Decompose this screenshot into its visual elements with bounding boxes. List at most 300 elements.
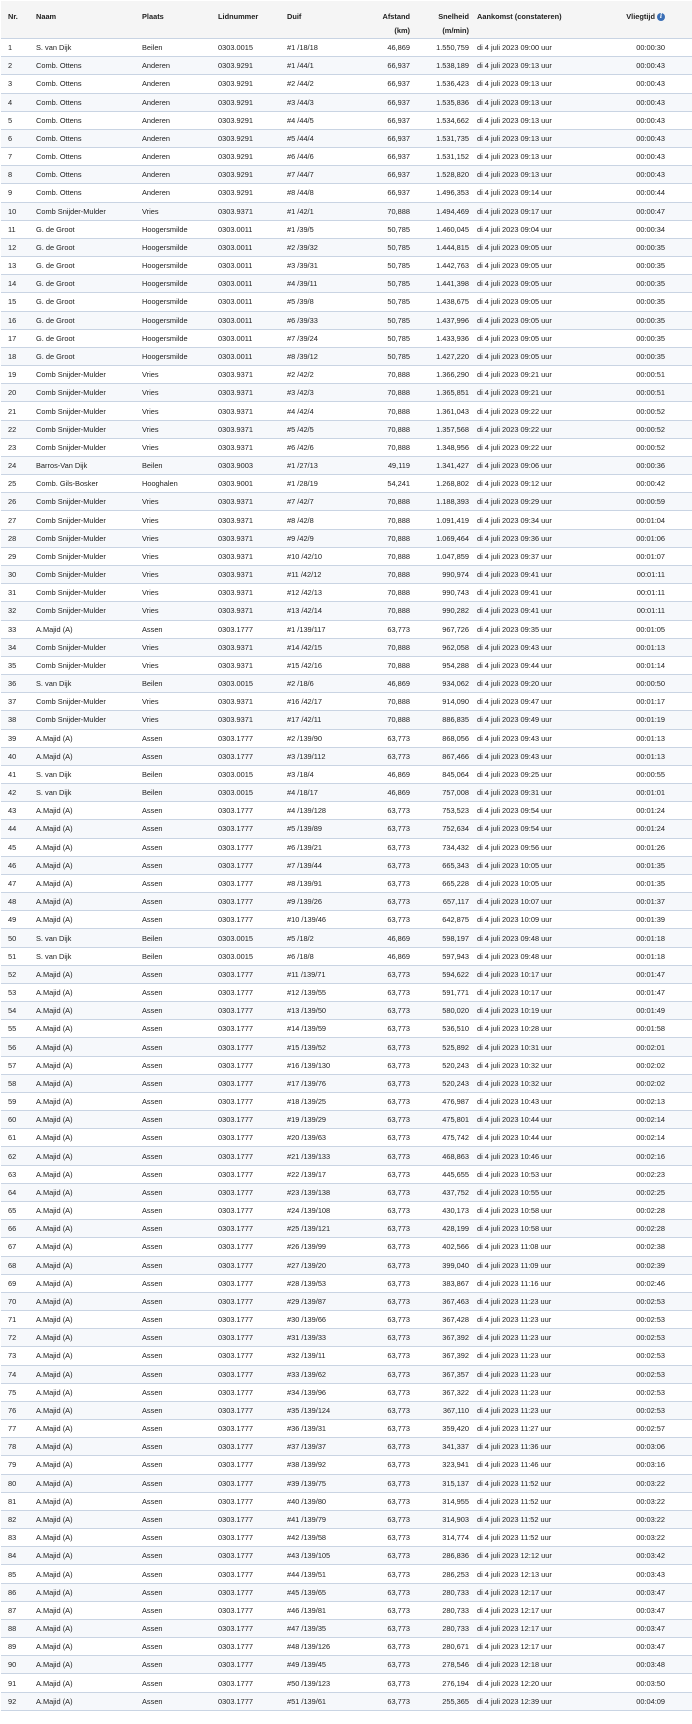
cell-aankomst: di 4 juli 2023 10:53 uur xyxy=(471,1165,611,1183)
table-row[interactable] xyxy=(1,1619,692,1637)
cell-nr: 85 xyxy=(1,1565,34,1583)
cell-afstand: 70,888 xyxy=(356,420,412,438)
table-row[interactable] xyxy=(1,1601,692,1619)
table-row[interactable] xyxy=(1,602,692,620)
cell-nr: 12 xyxy=(1,238,34,256)
table-row[interactable] xyxy=(1,39,692,57)
cell-naam: Comb Snijder-Mulder xyxy=(34,529,140,547)
cell-duif: #1 /39/5 xyxy=(285,220,356,238)
table-row[interactable] xyxy=(1,1420,692,1438)
cell-duif: #35 /139/124 xyxy=(285,1401,356,1419)
cell-nr: 49 xyxy=(1,911,34,929)
cell-nr: 69 xyxy=(1,1274,34,1292)
table-row[interactable] xyxy=(1,747,692,765)
cell-nr: 45 xyxy=(1,838,34,856)
table-row[interactable] xyxy=(1,1656,692,1674)
table-row[interactable] xyxy=(1,1347,692,1365)
cell-nr: 33 xyxy=(1,620,34,638)
cell-nr: 77 xyxy=(1,1420,34,1438)
cell-duif: #30 /139/66 xyxy=(285,1311,356,1329)
table-row[interactable] xyxy=(1,911,692,929)
cell-duif: #2 /18/6 xyxy=(285,675,356,693)
cell-afstand: 63,773 xyxy=(356,1202,412,1220)
cell-naam: A.Majid (A) xyxy=(34,1420,140,1438)
col-header-lidnummer[interactable]: Lidnummer xyxy=(216,1,285,39)
cell-snelheid: 520,243 xyxy=(412,1074,471,1092)
table-row[interactable] xyxy=(1,184,692,202)
table-row[interactable] xyxy=(1,893,692,911)
cell-aankomst: di 4 juli 2023 09:05 uur xyxy=(471,238,611,256)
cell-lidnummer: 0303.9371 xyxy=(216,584,285,602)
cell-lidnummer: 0303.9291 xyxy=(216,166,285,184)
table-row[interactable] xyxy=(1,565,692,583)
col-header-afstand[interactable] xyxy=(356,1,412,39)
cell-duif: #18 /139/25 xyxy=(285,1092,356,1110)
table-row[interactable] xyxy=(1,1220,692,1238)
cell-naam: Comb. Ottens xyxy=(34,166,140,184)
cell-vliegtijd: 00:01:58 xyxy=(611,1020,692,1038)
table-row[interactable] xyxy=(1,1056,692,1074)
table-row[interactable] xyxy=(1,257,692,275)
cell-aankomst: di 4 juli 2023 09:12 uur xyxy=(471,475,611,493)
table-row[interactable] xyxy=(1,1183,692,1201)
table-row[interactable] xyxy=(1,1565,692,1583)
cell-snelheid: 1.437,996 xyxy=(412,311,471,329)
table-row[interactable] xyxy=(1,1038,692,1056)
table-row[interactable] xyxy=(1,148,692,166)
cell-plaats: Hoogersmilde xyxy=(140,329,216,347)
cell-naam: A.Majid (A) xyxy=(34,1092,140,1110)
col-header-vliegtijd[interactable] xyxy=(611,1,692,39)
cell-naam: A.Majid (A) xyxy=(34,1583,140,1601)
table-row[interactable] xyxy=(1,1329,692,1347)
table-row[interactable] xyxy=(1,638,692,656)
cell-afstand: 63,773 xyxy=(356,1420,412,1438)
table-row[interactable] xyxy=(1,1692,692,1710)
cell-afstand: 63,773 xyxy=(356,893,412,911)
cell-lidnummer: 0303.9371 xyxy=(216,511,285,529)
cell-vliegtijd: 00:00:55 xyxy=(611,765,692,783)
cell-vliegtijd: 00:00:43 xyxy=(611,57,692,75)
cell-naam: A.Majid (A) xyxy=(34,1020,140,1038)
table-row[interactable] xyxy=(1,1365,692,1383)
table-row[interactable] xyxy=(1,947,692,965)
cell-afstand: 63,773 xyxy=(356,1401,412,1419)
cell-afstand: 46,869 xyxy=(356,929,412,947)
table-row[interactable] xyxy=(1,511,692,529)
cell-duif: #14 /139/59 xyxy=(285,1020,356,1038)
cell-aankomst: di 4 juli 2023 09:13 uur xyxy=(471,148,611,166)
cell-plaats: Assen xyxy=(140,1474,216,1492)
table-row[interactable] xyxy=(1,1638,692,1656)
table-row[interactable] xyxy=(1,1474,692,1492)
col-header-nr[interactable]: Nr. xyxy=(1,1,34,39)
cell-lidnummer: 0303.9371 xyxy=(216,384,285,402)
cell-naam: A.Majid (A) xyxy=(34,1238,140,1256)
cell-lidnummer: 0303.1777 xyxy=(216,1638,285,1656)
table-row[interactable] xyxy=(1,57,692,75)
table-row[interactable] xyxy=(1,529,692,547)
cell-plaats: Vries xyxy=(140,638,216,656)
col-header-aankomst[interactable]: Aankomst (constateren) xyxy=(471,1,611,39)
cell-afstand: 63,773 xyxy=(356,1692,412,1710)
cell-naam: A.Majid (A) xyxy=(34,1474,140,1492)
table-row[interactable] xyxy=(1,584,692,602)
cell-aankomst: di 4 juli 2023 11:23 uur xyxy=(471,1329,611,1347)
cell-nr: 2 xyxy=(1,57,34,75)
cell-lidnummer: 0303.9371 xyxy=(216,565,285,583)
cell-naam: S. van Dijk xyxy=(34,39,140,57)
cell-nr: 56 xyxy=(1,1038,34,1056)
cell-nr: 52 xyxy=(1,965,34,983)
cell-duif: #22 /139/17 xyxy=(285,1165,356,1183)
table-row[interactable] xyxy=(1,75,692,93)
cell-duif: #2 /39/32 xyxy=(285,238,356,256)
table-row[interactable] xyxy=(1,1492,692,1510)
cell-aankomst: di 4 juli 2023 09:34 uur xyxy=(471,511,611,529)
cell-naam: A.Majid (A) xyxy=(34,1438,140,1456)
cell-afstand: 63,773 xyxy=(356,729,412,747)
cell-snelheid: 367,110 xyxy=(412,1401,471,1419)
col-header-duif[interactable]: Duif xyxy=(285,1,356,39)
table-row[interactable] xyxy=(1,1111,692,1129)
table-row[interactable] xyxy=(1,784,692,802)
table-row[interactable] xyxy=(1,438,692,456)
cell-naam: Comb. Ottens xyxy=(34,148,140,166)
table-row[interactable] xyxy=(1,1674,692,1692)
info-icon[interactable]: i xyxy=(657,13,665,21)
cell-lidnummer: 0303.9371 xyxy=(216,602,285,620)
cell-vliegtijd: 00:02:23 xyxy=(611,1165,692,1183)
table-row[interactable] xyxy=(1,874,692,892)
cell-plaats: Assen xyxy=(140,1401,216,1419)
cell-afstand: 70,888 xyxy=(356,693,412,711)
cell-afstand: 63,773 xyxy=(356,1601,412,1619)
cell-lidnummer: 0303.1777 xyxy=(216,820,285,838)
cell-lidnummer: 0303.1777 xyxy=(216,1456,285,1474)
cell-duif: #5 /44/4 xyxy=(285,129,356,147)
cell-naam: A.Majid (A) xyxy=(34,1547,140,1565)
table-row[interactable] xyxy=(1,275,692,293)
cell-nr: 61 xyxy=(1,1129,34,1147)
cell-snelheid: 868,056 xyxy=(412,729,471,747)
cell-lidnummer: 0303.1777 xyxy=(216,1183,285,1201)
cell-lidnummer: 0303.9371 xyxy=(216,638,285,656)
cell-aankomst: di 4 juli 2023 12:17 uur xyxy=(471,1619,611,1637)
cell-aankomst: di 4 juli 2023 12:17 uur xyxy=(471,1601,611,1619)
cell-naam: A.Majid (A) xyxy=(34,965,140,983)
table-row[interactable] xyxy=(1,1510,692,1528)
cell-vliegtijd: 00:00:44 xyxy=(611,184,692,202)
cell-naam: A.Majid (A) xyxy=(34,856,140,874)
cell-lidnummer: 0303.9371 xyxy=(216,438,285,456)
table-row[interactable] xyxy=(1,129,692,147)
cell-plaats: Assen xyxy=(140,1202,216,1220)
table-row[interactable] xyxy=(1,965,692,983)
cell-nr: 37 xyxy=(1,693,34,711)
cell-aankomst: di 4 juli 2023 09:05 uur xyxy=(471,257,611,275)
cell-vliegtijd: 00:03:43 xyxy=(611,1565,692,1583)
cell-plaats: Assen xyxy=(140,1220,216,1238)
cell-duif: #10 /42/10 xyxy=(285,547,356,565)
cell-nr: 79 xyxy=(1,1456,34,1474)
cell-aankomst: di 4 juli 2023 09:21 uur xyxy=(471,384,611,402)
table-row[interactable] xyxy=(1,711,692,729)
cell-plaats: Assen xyxy=(140,874,216,892)
cell-nr: 36 xyxy=(1,675,34,693)
cell-vliegtijd: 00:00:43 xyxy=(611,148,692,166)
cell-plaats: Assen xyxy=(140,856,216,874)
table-row[interactable] xyxy=(1,1165,692,1183)
cell-duif: #5 /18/2 xyxy=(285,929,356,947)
cell-afstand: 63,773 xyxy=(356,1547,412,1565)
cell-naam: Comb Snijder-Mulder xyxy=(34,493,140,511)
cell-afstand: 63,773 xyxy=(356,838,412,856)
cell-plaats: Vries xyxy=(140,493,216,511)
table-row[interactable] xyxy=(1,347,692,365)
cell-aankomst: di 4 juli 2023 12:20 uur xyxy=(471,1674,611,1692)
table-row[interactable] xyxy=(1,1274,692,1292)
cell-lidnummer: 0303.1777 xyxy=(216,1365,285,1383)
table-row[interactable] xyxy=(1,1129,692,1147)
cell-lidnummer: 0303.1777 xyxy=(216,1220,285,1238)
cell-afstand: 63,773 xyxy=(356,1092,412,1110)
cell-aankomst: di 4 juli 2023 10:31 uur xyxy=(471,1038,611,1056)
cell-aankomst: di 4 juli 2023 11:23 uur xyxy=(471,1401,611,1419)
cell-aankomst: di 4 juli 2023 10:17 uur xyxy=(471,965,611,983)
table-row[interactable] xyxy=(1,1456,692,1474)
table-row[interactable] xyxy=(1,1074,692,1092)
cell-snelheid: 1.536,423 xyxy=(412,75,471,93)
cell-plaats: Assen xyxy=(140,1002,216,1020)
cell-vliegtijd: 00:01:13 xyxy=(611,729,692,747)
cell-duif: #16 /42/17 xyxy=(285,693,356,711)
cell-vliegtijd: 00:03:47 xyxy=(611,1619,692,1637)
cell-afstand: 70,888 xyxy=(356,602,412,620)
table-row[interactable] xyxy=(1,1020,692,1038)
table-row[interactable] xyxy=(1,493,692,511)
cell-snelheid: 280,733 xyxy=(412,1583,471,1601)
table-row[interactable] xyxy=(1,93,692,111)
table-row[interactable] xyxy=(1,1401,692,1419)
table-row[interactable] xyxy=(1,856,692,874)
cell-nr: 8 xyxy=(1,166,34,184)
table-row[interactable] xyxy=(1,547,692,565)
cell-lidnummer: 0303.1777 xyxy=(216,1129,285,1147)
cell-plaats: Hoogersmilde xyxy=(140,257,216,275)
cell-vliegtijd: 00:02:38 xyxy=(611,1238,692,1256)
table-row[interactable] xyxy=(1,475,692,493)
cell-lidnummer: 0303.1777 xyxy=(216,1438,285,1456)
cell-naam: A.Majid (A) xyxy=(34,1529,140,1547)
cell-lidnummer: 0303.9371 xyxy=(216,202,285,220)
col-header-naam[interactable]: Naam xyxy=(34,1,140,39)
cell-snelheid: 598,197 xyxy=(412,929,471,947)
cell-lidnummer: 0303.1777 xyxy=(216,838,285,856)
cell-naam: S. van Dijk xyxy=(34,675,140,693)
cell-nr: 88 xyxy=(1,1619,34,1637)
cell-aankomst: di 4 juli 2023 11:27 uur xyxy=(471,1420,611,1438)
cell-aankomst: di 4 juli 2023 09:21 uur xyxy=(471,366,611,384)
table-row[interactable] xyxy=(1,1238,692,1256)
cell-vliegtijd: 00:02:16 xyxy=(611,1147,692,1165)
table-row[interactable] xyxy=(1,1092,692,1110)
cell-afstand: 63,773 xyxy=(356,1638,412,1656)
cell-naam: G. de Groot xyxy=(34,347,140,365)
cell-vliegtijd: 00:00:36 xyxy=(611,456,692,474)
col-header-plaats[interactable]: Plaats xyxy=(140,1,216,39)
table-row[interactable] xyxy=(1,311,692,329)
cell-vliegtijd: 00:01:19 xyxy=(611,711,692,729)
cell-naam: A.Majid (A) xyxy=(34,1165,140,1183)
cell-plaats: Assen xyxy=(140,620,216,638)
table-row[interactable] xyxy=(1,693,692,711)
cell-nr: 16 xyxy=(1,311,34,329)
cell-snelheid: 1.348,956 xyxy=(412,438,471,456)
table-row[interactable] xyxy=(1,329,692,347)
table-row[interactable] xyxy=(1,220,692,238)
cell-duif: #12 /139/55 xyxy=(285,983,356,1001)
cell-naam: A.Majid (A) xyxy=(34,1565,140,1583)
cell-vliegtijd: 00:02:53 xyxy=(611,1365,692,1383)
table-row[interactable] xyxy=(1,656,692,674)
cell-snelheid: 1.268,802 xyxy=(412,475,471,493)
cell-aankomst: di 4 juli 2023 09:00 uur xyxy=(471,39,611,57)
cell-duif: #3 /139/112 xyxy=(285,747,356,765)
cell-vliegtijd: 00:04:09 xyxy=(611,1692,692,1710)
cell-duif: #7 /139/44 xyxy=(285,856,356,874)
cell-afstand: 70,888 xyxy=(356,547,412,565)
cell-duif: #15 /139/52 xyxy=(285,1038,356,1056)
cell-snelheid: 1.538,189 xyxy=(412,57,471,75)
table-row[interactable] xyxy=(1,366,692,384)
cell-aankomst: di 4 juli 2023 12:17 uur xyxy=(471,1583,611,1601)
table-row[interactable] xyxy=(1,1583,692,1601)
cell-vliegtijd: 00:01:17 xyxy=(611,693,692,711)
cell-naam: Comb Snijder-Mulder xyxy=(34,511,140,529)
cell-duif: #19 /139/29 xyxy=(285,1111,356,1129)
table-row[interactable] xyxy=(1,1383,692,1401)
table-row[interactable] xyxy=(1,111,692,129)
cell-plaats: Beilen xyxy=(140,784,216,802)
table-row[interactable] xyxy=(1,802,692,820)
cell-afstand: 46,869 xyxy=(356,784,412,802)
table-row[interactable] xyxy=(1,675,692,693)
table-row[interactable] xyxy=(1,456,692,474)
table-row[interactable] xyxy=(1,402,692,420)
table-row[interactable] xyxy=(1,238,692,256)
cell-vliegtijd: 00:03:16 xyxy=(611,1456,692,1474)
cell-nr: 75 xyxy=(1,1383,34,1401)
table-row[interactable] xyxy=(1,166,692,184)
cell-aankomst: di 4 juli 2023 11:23 uur xyxy=(471,1311,611,1329)
cell-duif: #1 /139/117 xyxy=(285,620,356,638)
cell-aankomst: di 4 juli 2023 09:37 uur xyxy=(471,547,611,565)
table-row[interactable] xyxy=(1,765,692,783)
table-row[interactable] xyxy=(1,929,692,947)
cell-naam: A.Majid (A) xyxy=(34,1347,140,1365)
cell-afstand: 70,888 xyxy=(356,584,412,602)
cell-aankomst: di 4 juli 2023 10:43 uur xyxy=(471,1092,611,1110)
cell-nr: 54 xyxy=(1,1002,34,1020)
cell-vliegtijd: 00:03:22 xyxy=(611,1492,692,1510)
cell-lidnummer: 0303.0015 xyxy=(216,675,285,693)
table-row[interactable] xyxy=(1,1256,692,1274)
cell-plaats: Assen xyxy=(140,1329,216,1347)
cell-duif: #6 /42/6 xyxy=(285,438,356,456)
cell-vliegtijd: 00:00:35 xyxy=(611,311,692,329)
cell-nr: 87 xyxy=(1,1601,34,1619)
cell-lidnummer: 0303.1777 xyxy=(216,1111,285,1129)
cell-vliegtijd: 00:03:50 xyxy=(611,1674,692,1692)
cell-aankomst: di 4 juli 2023 09:29 uur xyxy=(471,493,611,511)
cell-snelheid: 276,194 xyxy=(412,1674,471,1692)
table-row[interactable] xyxy=(1,293,692,311)
cell-naam: S. van Dijk xyxy=(34,784,140,802)
cell-lidnummer: 0303.1777 xyxy=(216,893,285,911)
cell-afstand: 70,888 xyxy=(356,511,412,529)
table-row[interactable] xyxy=(1,1438,692,1456)
cell-snelheid: 1.357,568 xyxy=(412,420,471,438)
cell-vliegtijd: 00:03:22 xyxy=(611,1510,692,1528)
cell-plaats: Vries xyxy=(140,565,216,583)
cell-aankomst: di 4 juli 2023 09:41 uur xyxy=(471,584,611,602)
col-header-snelheid[interactable] xyxy=(412,1,471,39)
table-row[interactable] xyxy=(1,202,692,220)
cell-lidnummer: 0303.9371 xyxy=(216,693,285,711)
cell-duif: #4 /139/128 xyxy=(285,802,356,820)
table-row[interactable] xyxy=(1,1547,692,1565)
cell-snelheid: 430,173 xyxy=(412,1202,471,1220)
cell-vliegtijd: 00:02:28 xyxy=(611,1220,692,1238)
cell-aankomst: di 4 juli 2023 09:14 uur xyxy=(471,184,611,202)
table-row[interactable] xyxy=(1,1202,692,1220)
cell-lidnummer: 0303.0011 xyxy=(216,329,285,347)
cell-duif: #6 /44/6 xyxy=(285,148,356,166)
table-row[interactable] xyxy=(1,1529,692,1547)
cell-lidnummer: 0303.0011 xyxy=(216,275,285,293)
table-row[interactable] xyxy=(1,620,692,638)
table-row[interactable] xyxy=(1,384,692,402)
table-row[interactable] xyxy=(1,820,692,838)
cell-naam: A.Majid (A) xyxy=(34,1274,140,1292)
table-row[interactable] xyxy=(1,983,692,1001)
cell-lidnummer: 0303.1777 xyxy=(216,1601,285,1619)
cell-snelheid: 475,742 xyxy=(412,1129,471,1147)
cell-nr: 24 xyxy=(1,456,34,474)
cell-aankomst: di 4 juli 2023 10:17 uur xyxy=(471,983,611,1001)
cell-aankomst: di 4 juli 2023 10:58 uur xyxy=(471,1220,611,1238)
cell-plaats: Assen xyxy=(140,1383,216,1401)
cell-afstand: 63,773 xyxy=(356,1183,412,1201)
cell-vliegtijd: 00:02:28 xyxy=(611,1202,692,1220)
table-row[interactable] xyxy=(1,1002,692,1020)
cell-afstand: 70,888 xyxy=(356,638,412,656)
cell-plaats: Assen xyxy=(140,965,216,983)
table-row[interactable] xyxy=(1,1292,692,1310)
table-row[interactable] xyxy=(1,729,692,747)
cell-vliegtijd: 00:02:02 xyxy=(611,1056,692,1074)
table-row[interactable] xyxy=(1,1311,692,1329)
table-row[interactable] xyxy=(1,420,692,438)
cell-naam: Comb Snijder-Mulder xyxy=(34,420,140,438)
cell-plaats: Anderen xyxy=(140,75,216,93)
cell-afstand: 63,773 xyxy=(356,1492,412,1510)
table-row[interactable] xyxy=(1,838,692,856)
cell-nr: 9 xyxy=(1,184,34,202)
cell-aankomst: di 4 juli 2023 09:43 uur xyxy=(471,747,611,765)
table-row[interactable] xyxy=(1,1147,692,1165)
